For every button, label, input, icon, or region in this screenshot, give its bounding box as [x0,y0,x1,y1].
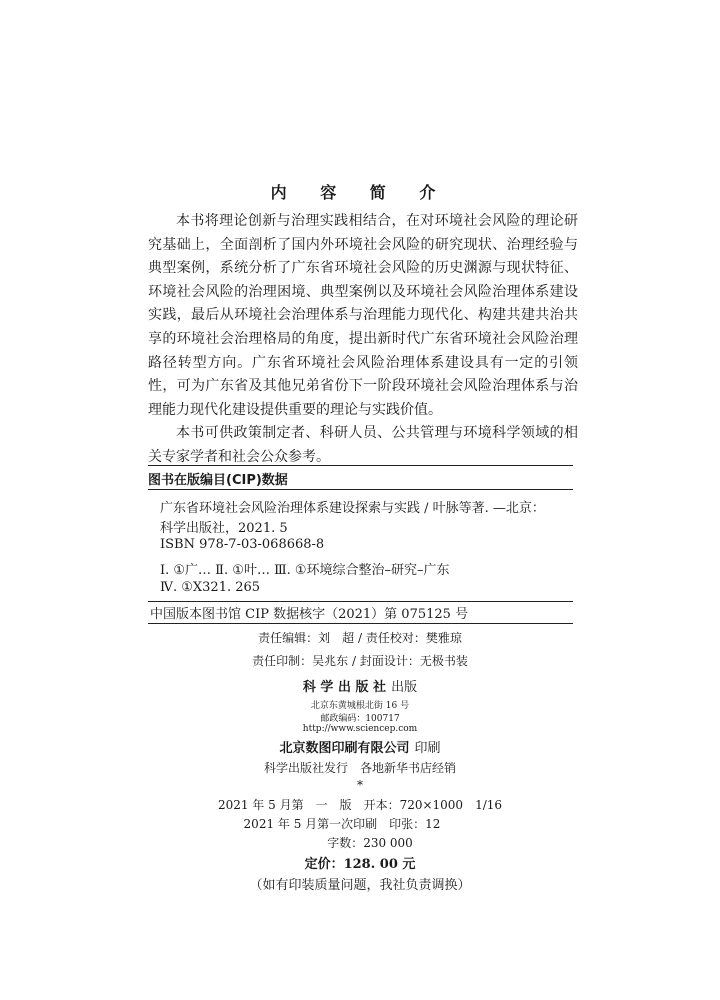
cip-classification-1: Ⅰ. ①广… Ⅱ. ①叶… Ⅲ. ①环境综合整治–研究–广东 [160,563,450,578]
price-line [0,853,720,872]
price-label: 定价： [304,857,344,872]
cip-publisher-line: 科学出版社，2021. 5 [160,521,288,536]
production-line: 责任印制：吴兆东 / 封面设计：无极书装 [252,654,468,668]
abstract-paragraph-1: 本书将理论创新与治理实践相结合，在对环境社会风险的理论研究基础上，全面剖析了国内外环境社会风险的研究现状、治理经验与典型案例，系统分析了广东省环境社会风险的历史渊源与现状特征、环境社会风险的治理困境、典型案例以及环境社会风险治理体系建设实践，最后从环境社会治理体系与治理能力现代化、构建共建共治共享的环境社会治理格局的角度，提出新时代广东省环境社会风险治理路径转型方向。广东省环境社会风险治理体系建设具有一定的引领性，可为广东省及其他兄弟省份下一阶段环境社会风险治理体系与治理能力现代化建设提供重要的理论与实践价值。 [148,213,578,418]
editors-line: 责任编辑：刘 超 / 责任校对：樊雅琼 [258,631,462,645]
publisher-postcode: 邮政编码：100717 [320,714,400,724]
publisher-address: 北京东黄城根北街 16 号 [310,701,410,711]
cip-isbn: ISBN 978-7-03-068668-8 [160,537,325,552]
cip-top-rule [148,465,573,466]
distribution-line: 科学出版社发行 各地新华书店经销 [263,761,456,775]
edition-line: 2021 年 5 月第 一 版 开本：720×1000 1/16 [217,798,503,812]
publisher-name: 科 学 出 版 社 [302,680,386,695]
price-value: 128. 00 元 [343,857,416,872]
page-title: 内 容 简 介 [270,183,450,202]
quality-notice: （如有印装质量问题，我社负责调换） [249,878,471,893]
cip-heading-rule [148,489,573,490]
cip-classification-2: Ⅳ. ①X321. 265 [160,580,261,595]
cip-end-rule [148,623,573,624]
cip-check-number: 中国版本图书馆 CIP 数据核字（2021）第 075125 号 [150,607,469,622]
printing-line: 2021 年 5 月第一次印刷 印张：12 [243,817,441,831]
printer-line [0,737,720,756]
publisher-line [0,676,720,695]
abstract-paragraph-2: 本书可供政策制定者、科研人员、公共管理与环境科学领域的相关专家学者和社会公众参考。 [148,425,578,465]
publisher-suffix: 出版 [391,680,418,695]
cip-heading: 图书在版编目(CIP)数据 [148,473,288,488]
printer-suffix: 印刷 [414,741,441,756]
word-count: 字数：230 000 [327,836,413,850]
abstract [148,210,578,470]
printer-name: 北京数图印刷有限公司 [279,741,410,756]
cip-bottom-rule [148,601,573,602]
separator-star: * [357,778,363,792]
publisher-website: http://www.sciencep.com [302,724,418,734]
cip-title-line: 广东省环境社会风险治理体系建设探索与实践 / 叶脉等著. —北京： [160,501,545,516]
